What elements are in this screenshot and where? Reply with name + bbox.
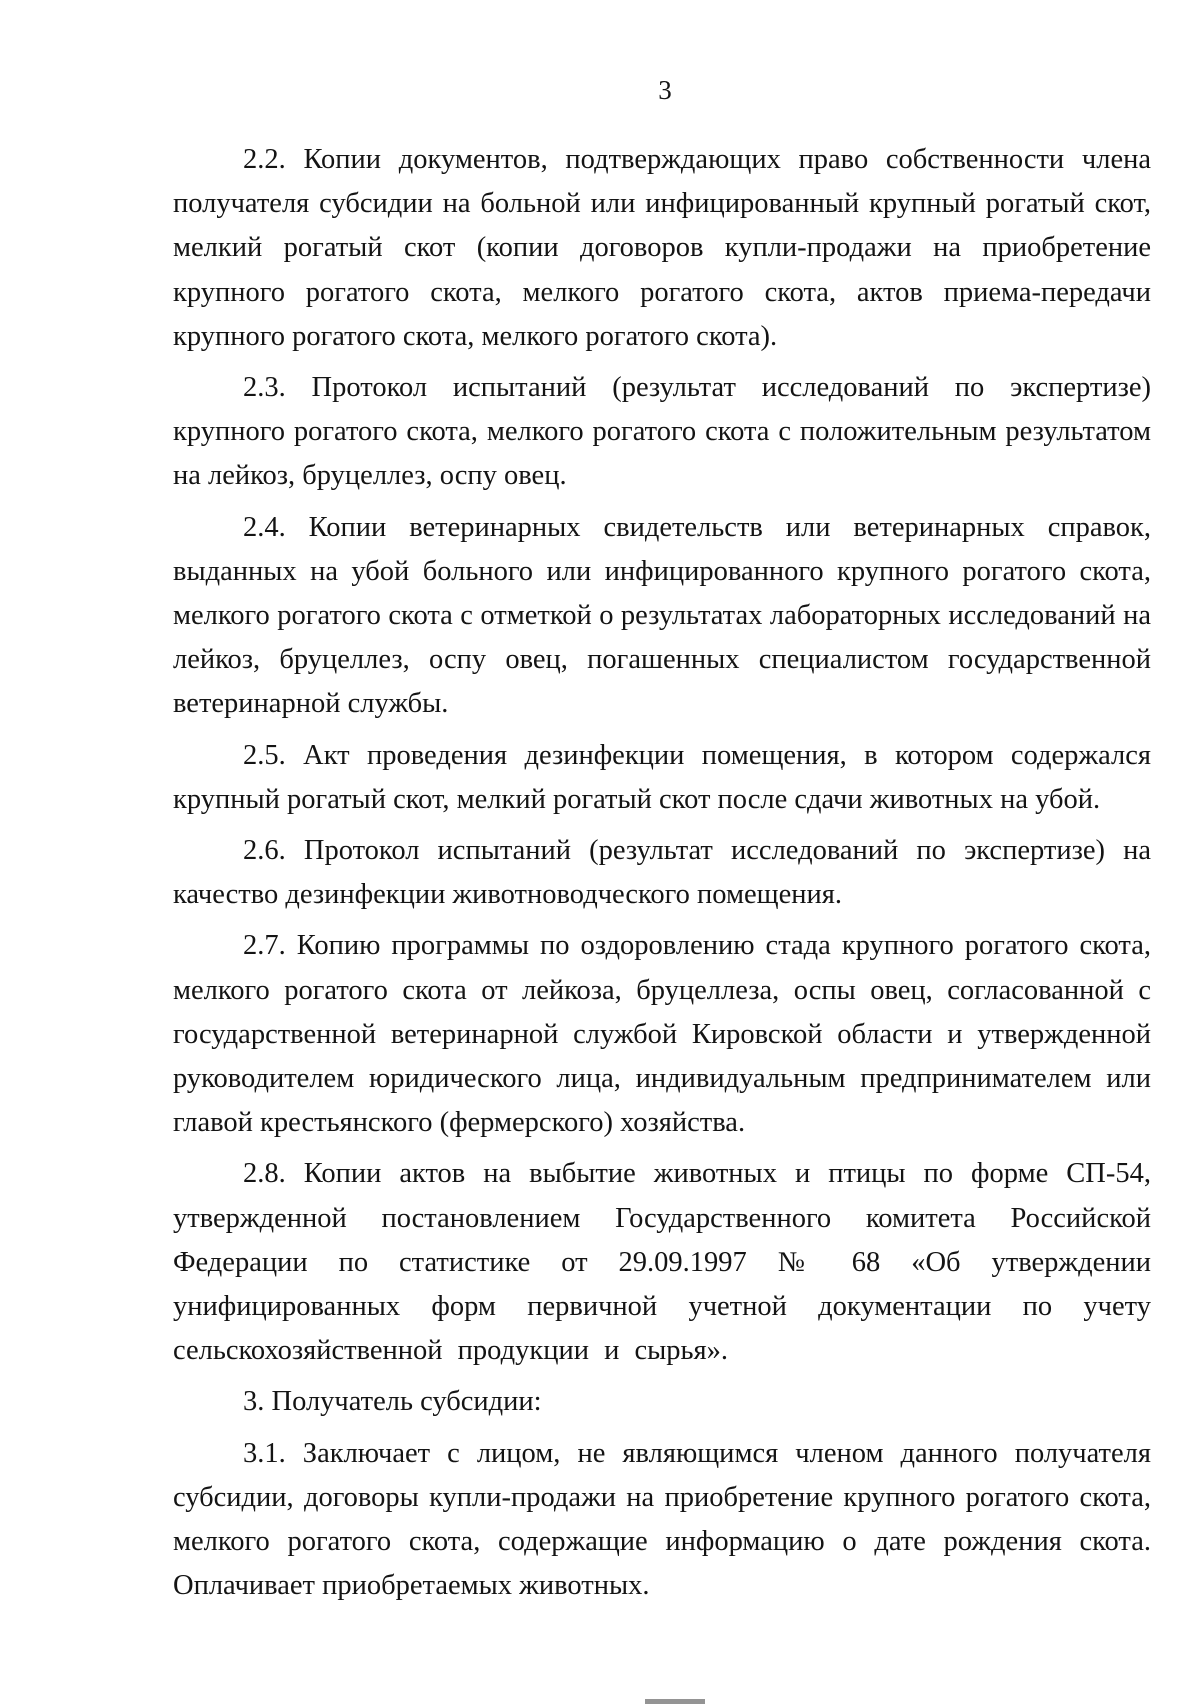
paragraph-3: 3. Получатель субсидии:	[243, 1386, 542, 1418]
paragraph-2-6: 2.6. Протокол испытаний (результат исследований по экспертизе) на качество дезинфекции животноводческого помещения.	[173, 835, 1151, 911]
paragraph-2-4: 2.4. Копии ветеринарных свидетельств или ветеринарных справок, выданных на убой больного или инфицированного крупного рогатого скота, мелкого рогатого скота с отметкой о результатах лабораторных исследований на лейкоз, бруцеллез, оспу овец, погашенных специалистом государственной ветеринарной службы.	[173, 511, 1151, 720]
paragraph-2-3: 2.3. Протокол испытаний (результат исследований по экспертизе) крупного рогатого скота, мелкого рогатого скота с положительным результатом на лейкоз, бруцеллез, оспу овец.	[173, 372, 1151, 492]
paragraph-3-1: 3.1. Заключает с лицом, не являющимся членом данного получателя субсидии, договоры купли-продажи на приобретение крупного рогатого скота, мелкого рогатого скота, содержащие информацию о дате рождения скота. Оплачивает приобретаемых животных.	[173, 1437, 1151, 1602]
paragraph-2-5: 2.5. Акт проведения дезинфекции помещения, в котором содержался крупный рогатый скот, мелкий рогатый скот после сдачи животных на убой.	[173, 739, 1151, 815]
scan-artifact	[645, 1699, 705, 1704]
page-number: 3	[658, 75, 672, 105]
paragraph-2-2: 2.2. Копии документов, подтверждающих право собственности члена получателя субсидии на больной или инфицированный крупный рогатый скот, мелкий рогатый скот (копии договоров купли-продажи на приобретение крупного рогатого скота, мелкого рогатого скота, актов приема-передачи крупного рогатого скота, мелкого рогатого скота).	[173, 144, 1151, 352]
paragraph-2-7: 2.7. Копию программы по оздоровлению стада крупного рогатого скота, мелкого рогатого скота от лейкоза, бруцеллеза, оспы овец, согласованной с государственной ветеринарной службой Кировской области и утвержденной руководителем юридического лица, индивидуальным предпринимателем или главой крестьянского (фермерского) хозяйства.	[173, 930, 1151, 1139]
document-body	[173, 138, 1151, 1616]
paragraph-2-8: 2.8. Копии актов на выбытие животных и птицы по форме СП-54, утвержденной постановлением Государственного комитета Российской Федерации по статистике от 29.09.1997 № 68 «Об утверждении унифицированных форм первичной учетной документации по учету сельскохозяйственной продукции и сырья».	[173, 1158, 1151, 1367]
